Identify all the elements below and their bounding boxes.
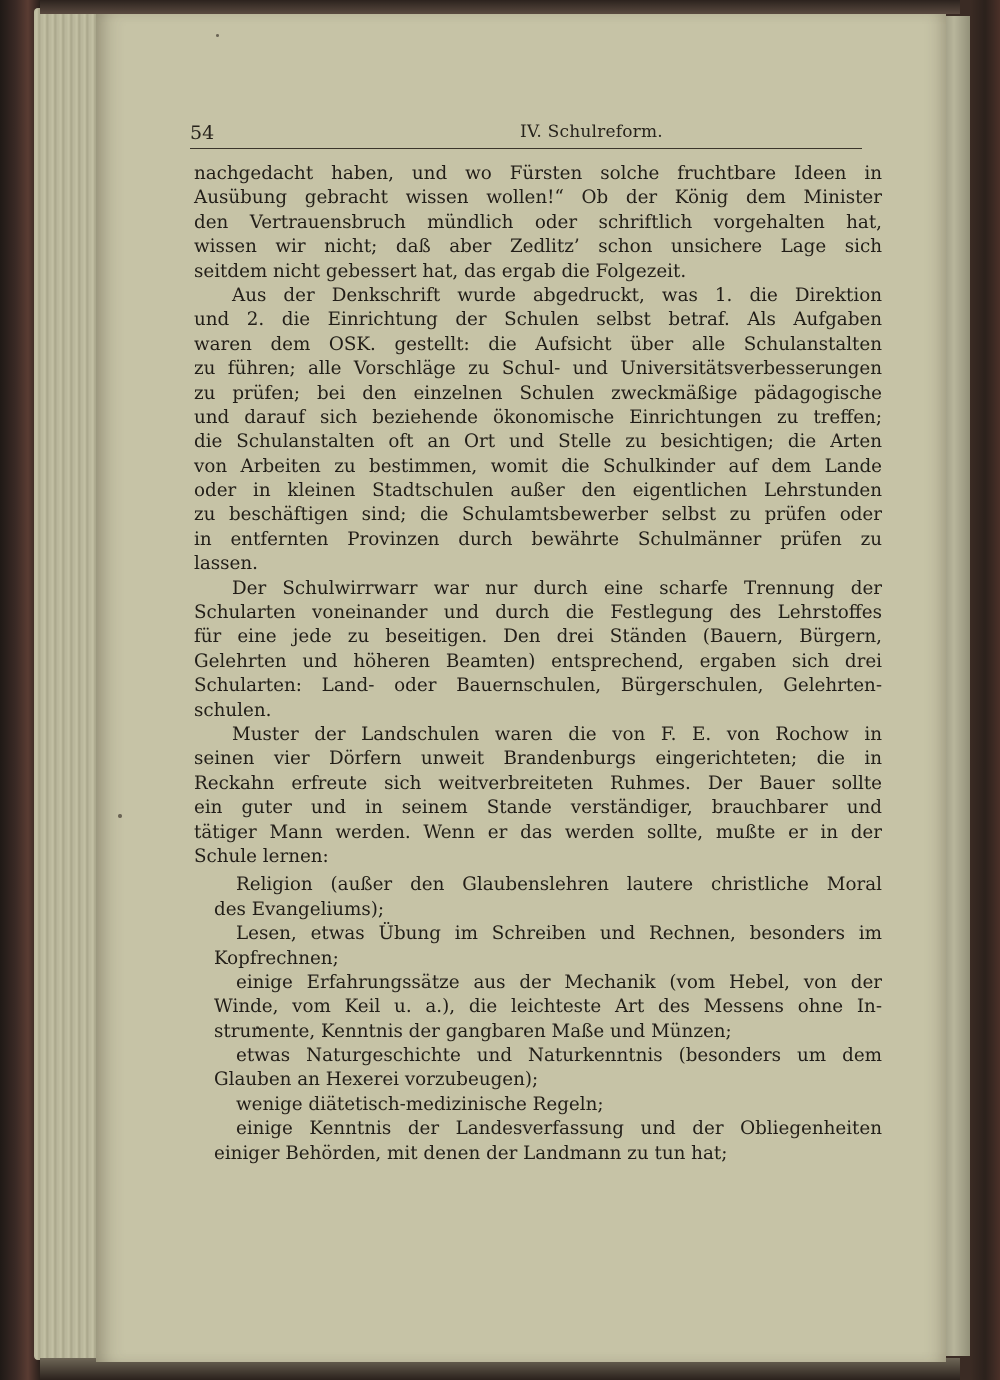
page-number: 54 — [190, 122, 215, 144]
text-line: Ausübung gebracht wissen wollen!“ Ob der König dem Minister — [194, 187, 882, 209]
text-line: einige Erfahrungssätze aus der Mechanik (vom Hebel, von der — [236, 971, 882, 993]
text-line: zu beschäftigen sind; die Schulamtsbewerber selbst zu prüfen oder — [194, 504, 882, 526]
body-text — [194, 162, 882, 1166]
text-line: seinen vier Dörfern unweit Brandenburgs eingerichteten; die in — [194, 748, 882, 770]
page-stack-right — [942, 16, 972, 1356]
text-line: oder in kleinen Stadtschulen außer den eigentlichen Lehrstunden — [194, 480, 882, 502]
text-line: den Vertrauensbruch mündlich oder schriftlich vorgehalten hat, — [194, 211, 882, 233]
text-line: seitdem nicht gebessert hat, das ergab die Folgezeit. — [194, 260, 687, 282]
text-line: Muster der Landschulen waren die von F. E. von Rochow in — [232, 723, 882, 745]
text-line: tätiger Mann werden. Wenn er das werden sollte, mußte er in der — [194, 821, 882, 843]
text-line: des Evangeliums); — [214, 898, 385, 920]
text-line: waren dem OSK. gestellt: die Aufsicht über alle Schulanstalten — [194, 333, 882, 355]
text-line: Gelehrten und höheren Beamten) entsprechend, ergaben sich drei — [194, 650, 882, 672]
book-cover-right — [970, 0, 1000, 1380]
text-line: Schularten: Land- oder Bauernschulen, Bürgerschulen, Gelehrten- — [194, 675, 882, 697]
text-line: wissen wir nicht; daß aber Zedlitz’ schon unsichere Lage sich — [194, 236, 882, 258]
text-line: von Arbeiten zu bestimmen, womit die Schulkinder auf dem Lande — [194, 455, 882, 477]
text-line: zu führen; alle Vorschläge zu Schul- und Universitätsverbesserungen — [194, 358, 882, 380]
text-line: Aus der Denkschrift wurde abgedruckt, was 1. die Direktion — [232, 284, 882, 306]
running-head: IV. Schulreform. — [520, 122, 663, 142]
top-edge — [40, 0, 960, 14]
paper-speck — [216, 34, 219, 37]
text-line: strumente, Kenntnis der gangbaren Maße und Münzen; — [214, 1020, 732, 1042]
text-line: Reckahn erfreute sich weitverbreiteten Ruhmes. Der Bauer sollte — [194, 772, 882, 794]
text-line: für eine jede zu beseitigen. Den drei Ständen (Bauern, Bürgern, — [194, 626, 882, 648]
page-header — [190, 118, 862, 149]
text-line: Kopfrechnen; — [214, 947, 339, 969]
paper-speck — [118, 814, 122, 818]
text-line: Winde, vom Keil u. a.), die leichteste Art des Messens ohne In- — [214, 996, 882, 1018]
text-line: wenige diätetisch-medizinische Regeln; — [236, 1093, 604, 1115]
page-stack-left — [34, 8, 104, 1360]
text-line: lassen. — [194, 553, 258, 575]
text-line: und 2. die Einrichtung der Schulen selbst betraf. Als Aufgaben — [194, 309, 882, 331]
text-line: in entfernten Provinzen durch bewährte Schulmänner prüfen zu — [194, 528, 882, 550]
text-line: schulen. — [194, 699, 272, 721]
text-line: Der Schulwirrwarr war nur durch eine scharfe Trennung der — [232, 577, 882, 599]
text-line: einige Kenntnis der Landesverfassung und der Obliegenheiten — [236, 1118, 882, 1140]
text-line: die Schulanstalten oft an Ort und Stelle zu besichtigen; die Arten — [194, 431, 882, 453]
text-line: Schularten voneinander und durch die Festlegung des Lehrstoffes — [194, 602, 882, 624]
text-line: Schule lernen: — [194, 845, 329, 867]
text-line: etwas Naturgeschichte und Naturkenntnis (besonders um dem — [236, 1045, 882, 1067]
text-line: zu prüfen; bei den einzelnen Schulen zweckmäßige pädagogische — [194, 382, 882, 404]
text-line: Lesen, etwas Übung im Schreiben und Rechnen, besonders im — [236, 923, 882, 945]
text-line: einiger Behörden, mit denen der Landmann zu tun hat; — [214, 1142, 728, 1164]
text-line: und darauf sich beziehende ökonomische Einrichtungen zu treffen; — [194, 406, 882, 428]
text-line: Glauben an Hexerei vorzubeugen); — [214, 1069, 539, 1091]
text-line: nachgedacht haben, und wo Fürsten solche fruchtbare Ideen in — [194, 163, 882, 184]
text-line: ein guter und in seinem Stande verständiger, brauchbarer und — [194, 797, 882, 819]
text-line: Religion (außer den Glaubenslehren lautere christliche Moral — [236, 874, 882, 896]
